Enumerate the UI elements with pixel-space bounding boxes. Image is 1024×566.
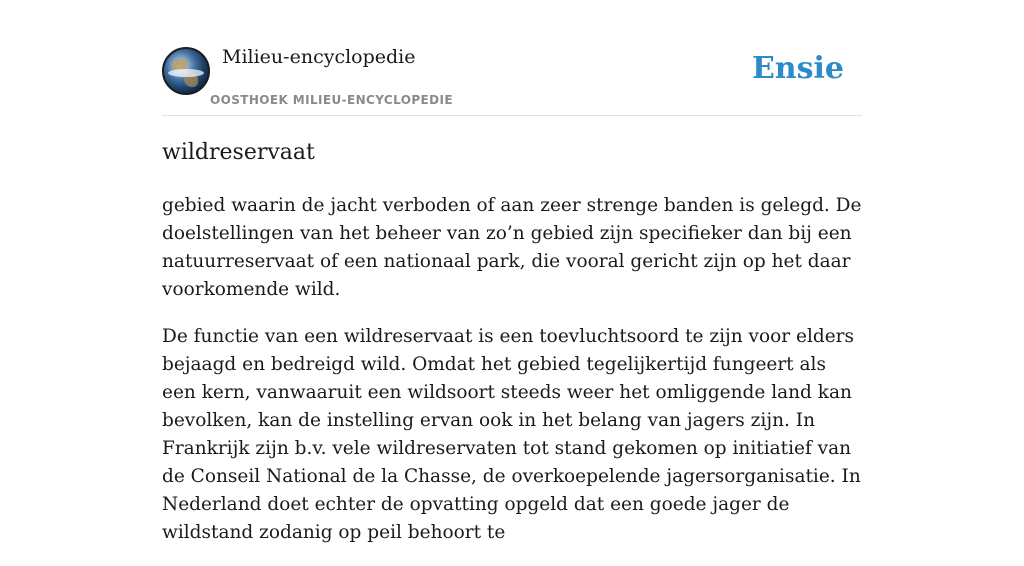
article-title: wildreservaat (162, 140, 315, 165)
article-body (162, 192, 862, 566)
article-paragraph: gebied waarin de jacht verboden of aan zeer strenge banden is gelegd. De doelstellingen van het beheer van zo’n gebied zijn specifieker dan bij een natuurreservaat of een nationaal park, die vooral gericht zijn op het daar voorkomende wild. (162, 195, 862, 300)
site-subtitle: OOSTHOEK MILIEU-ENCYCLOPEDIE (210, 93, 453, 107)
site-header (162, 0, 862, 116)
logo-cloud-shape (168, 69, 204, 77)
article-paragraph: De functie van een wildreservaat is een toevluchtsoord te zijn voor elders bejaagd en bedreigd wild. Omdat het gebied tegelijkertijd fungeert als een kern, vanwaaruit een wildsoort steeds weer het omliggende land kan bevolken, kan de instelling ervan ook in het belang van jagers zijn. In Frankrijk zijn b.v. vele wildreservaten tot stand gekomen op initiatief van de Conseil National de la Chasse, de overkoepelende jagersorganisatie. In Nederland doet echter de opvatting opgeld dat een goede jager de wildstand zodanig op peil behoort te (162, 326, 861, 543)
site-name-link[interactable]: Milieu-encyclopedie (222, 46, 416, 68)
brand-logo-link[interactable]: Ensie (751, 51, 844, 86)
earth-globe-icon[interactable] (162, 47, 210, 95)
